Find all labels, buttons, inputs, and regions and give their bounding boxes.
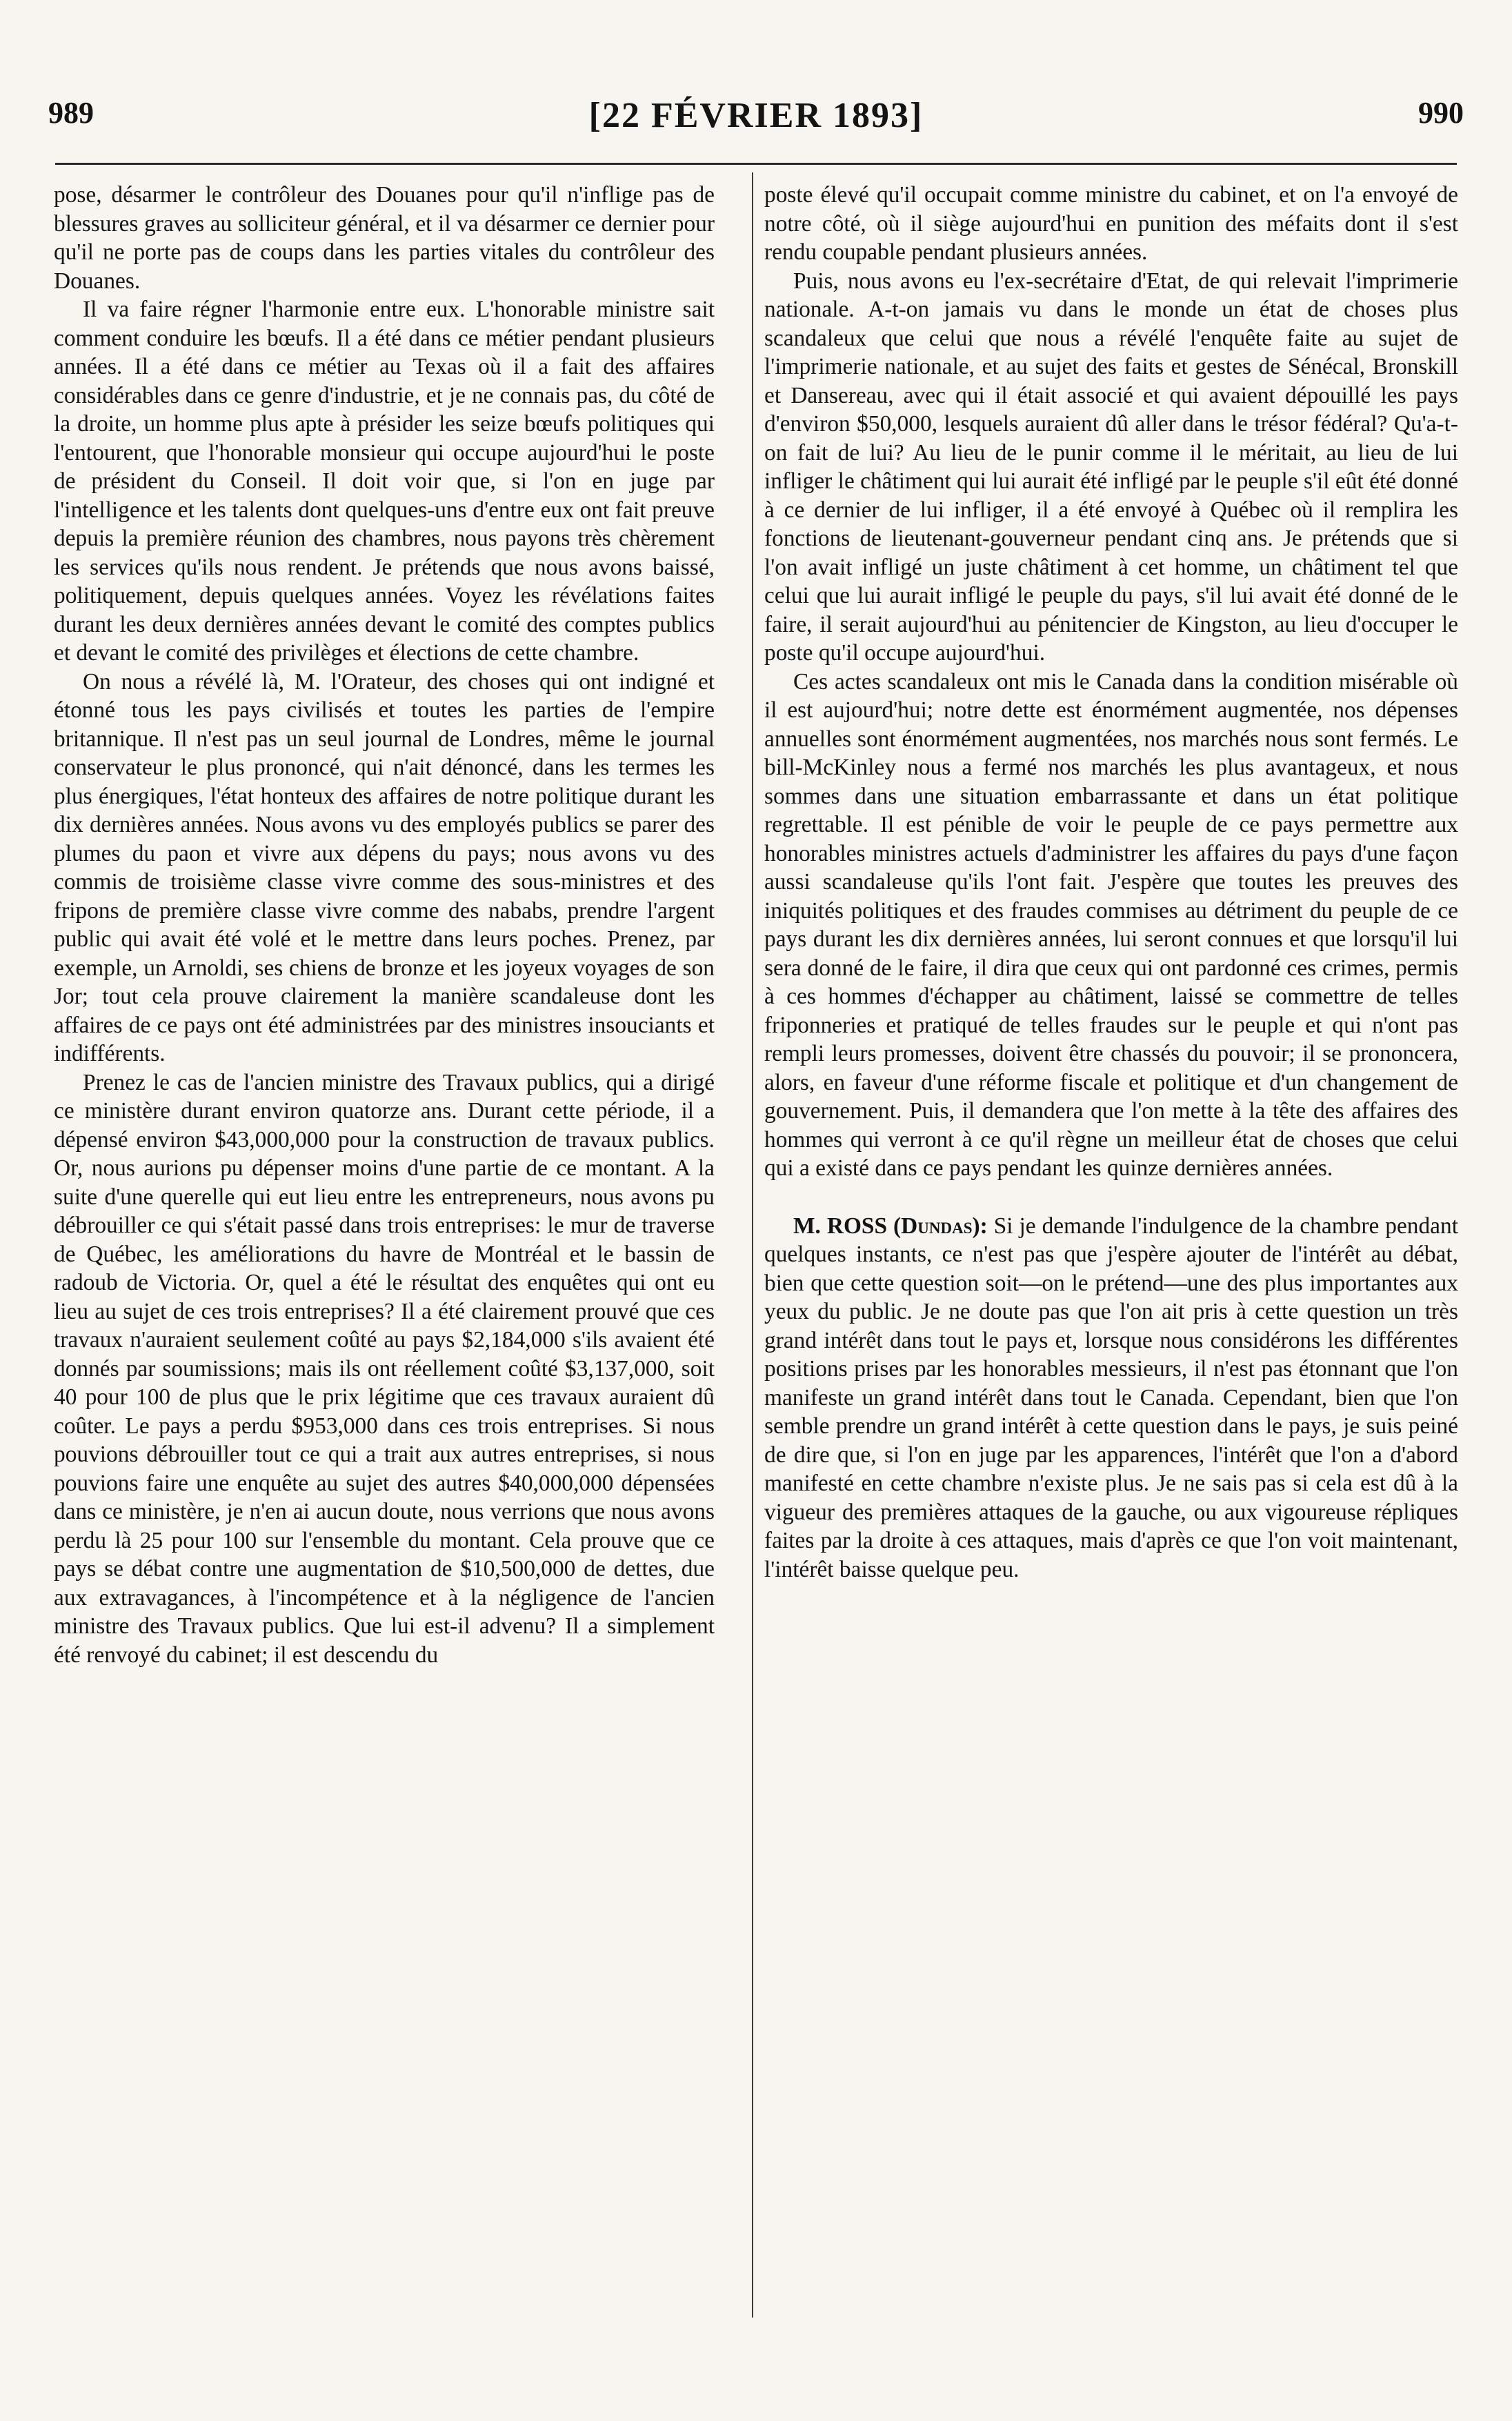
paragraph: Prenez le cas de l'ancien ministre des Travaux publics, qui a dirigé ce ministère durant environ quatorze ans. Durant cette période, il a dépensé environ $43,000,000 pour la construction de travaux publics. Or, nous aurions pu dépenser moins d'une partie de ce montant. A la suite d'une querelle qui eut lieu entre les entrepreneurs, nous avons pu débrouiller ce qui s'était passé dans trois entreprises: le mur de traverse de Québec, les améliorations du havre de Montréal et le bassin de radoub de Victoria. Or, quel a été le résultat des enquêtes qui ont eu lieu au sujet de ces trois entreprises? Il a été clairement prouvé que ces travaux n'auraient seulement coûté au pays $2,184,000 s'ils avaient été donnés par soumissions; mais ils ont réellement coûté $3,137,000, soit 40 pour 100 de plus que le prix légitime que ces travaux auraient dû coûter. Le pays a perdu $953,000 dans ces trois entreprises. Si nous pouvions débrouiller tout ce qui a trait aux autres entreprises, si nous pouvions faire une enquête au sujet des autres $40,000,000 dépensées dans ce ministère, je n'en ai aucun doute, nous verrions que nous avons perdu là 25 pour 100 sur l'ensemble du montant. Cela prouve que ce pays se débat contre une augmentation de $10,500,000 de dettes, due aux extravagances, à l'incompétence et à la négligence de l'ancien ministre des Travaux publics. Que lui est-il advenu? Il a simplement été renvoyé du cabinet; il est descendu du (54, 1069, 715, 1668)
page-number-left: 989 (48, 96, 94, 130)
paragraph: poste élevé qu'il occupait comme ministre du cabinet, et on l'a envoyé de notre côté, où il siège aujourd'hui en punition des méfaits dont il s'est rendu coupable pendant plusieurs années. (764, 182, 1458, 265)
paragraph: pose, désarmer le contrôleur des Douanes pour qu'il n'inflige pas de blessures graves au solliciteur général, et il va désarmer ce dernier pour qu'il ne porte pas de coups dans les parties vitales du contrôleur des Douanes. (54, 182, 715, 294)
paragraph: Il va faire régner l'harmonie entre eux. L'honorable ministre sait comment conduire les bœufs. Il a été dans ce métier pendant plusieurs années. Il a été dans ce métier au Texas où il a fait des affaires considérables dans ce genre d'industrie, et je ne connais pas, du côté de la droite, un homme plus apte à présider les seize bœufs politiques qui l'entourent, que l'honorable monsieur qui occupe aujourd'hui le poste de président du Conseil. Il doit voir que, si l'on en juge par l'intelligence et les talents dont quelques-uns d'entre eux ont fait preuve depuis la première réunion des chambres, nous payons très chèrement les services qu'ils nous rendent. Je prétends que nous avons baissé, politiquement, depuis quelques années. Voyez les révélations faites durant les deux dernières années devant le comité des comptes publics et devant le comité des privilèges et élections de cette chambre. (54, 297, 715, 666)
paragraph: On nous a révélé là, M. l'Orateur, des choses qui ont indigné et étonné tous les pays civilisés et toutes les parties de l'empire britannique. Il n'est pas un seul journal de Londres, même le journal conservateur le plus prononcé, qui n'ait dénoncé, dans les termes les plus énergiques, l'état honteux des affaires de notre politique durant les dix dernières années. Nous avons vu des employés publics se parer des plumes du paon et vivre aux dépens du pays; nous avons vu des commis de troisième classe vivre comme des sous-ministres et des fripons de première classe vivre comme des nababs, prendre l'argent public qui avait été volé et le mettre dans leurs poches. Prenez, par exemple, un Arnoldi, ses chiens de bronze et les joyeux voyages de son Jor; tout cela prouve clairement la manière scandaleuse dont les affaires de ce pays ont été administrées par des ministres insouciants et indifférents. (54, 668, 715, 1066)
speaker-name: M. ROSS (Dundas): (793, 1213, 988, 1239)
right-column (764, 181, 1458, 1584)
page-number-right: 990 (1418, 96, 1464, 130)
page-date: [22 FÉVRIER 1893] (588, 96, 924, 135)
column-divider (752, 172, 753, 2318)
speech-text: Si je demande l'indulgence de la chambre pendant quelques instants, ce n'est pas que j'espère ajouter de l'intérêt au débat, bien que cette question soit—on le prétend—une des plus importantes aux yeux du public. Je ne doute pas que l'on ait pris à cette question un très grand intérêt dans tout le pays et, lorsque nous considérons les différentes positions prises par les honorables messieurs, il n'est pas étonnant que l'on manifeste un grand intérêt dans tout le Canada. Cependant, bien que l'on semble prendre un grand intérêt à cette question dans le pays, je suis peiné de dire que, si l'on en juge par les apparences, l'intérêt que l'on a d'abord manifesté en cette chambre n'existe plus. Je ne sais pas si cela est dû à la vigueur des premières attaques de la gauche, ou aux vigoureuse répliques faites par la droite à ces attaques, mais d'après ce que l'on voit maintenant, l'intérêt baisse quelque peu. (764, 1213, 1458, 1582)
speech-paragraph (764, 1212, 1458, 1584)
left-column (54, 181, 715, 1669)
paragraph: Ces actes scandaleux ont mis le Canada dans la condition misérable où il est aujourd'hui; notre dette est énormément augmentée, nos dépenses annuelles sont énormément augmentées, nos marchés nous sont fermés. Le bill-McKinley nous a fermé nos marchés les plus avantageux, et nous sommes dans une situation embarrassante et dans un état politique regrettable. Il est pénible de voir le peuple de ce pays permettre aux honorables ministres actuels d'administrer les affaires du pays d'une façon aussi scandaleuse qu'ils l'ont fait. J'espère que toutes les preuves des iniquités politiques et des fraudes commises au détriment du peuple de ce pays durant les dix dernières années, lui seront connues et que lorsqu'il lui sera donné de le faire, il dira que ceux qui ont pardonné ces crimes, permis à ces hommes d'échapper au châtiment, laissé se commettre de telles friponneries et pratiqué de telles fraudes sur le peuple et qui n'ont pas rempli leurs promesses, doivent être chassés du pouvoir; il se prononcera, alors, en faveur d'une réforme fiscale et politique et d'un changement de gouvernement. Puis, il demandera que l'on mette à la tête des affaires des hommes qui verront à ce qu'il règne un meilleur état de choses que celui qui a existé dans ce pays pendant les quinze dernières années. (764, 668, 1458, 1181)
paragraph: Puis, nous avons eu l'ex-secrétaire d'Etat, de qui relevait l'imprimerie nationale. A-t-on jamais vu dans le monde un état de choses plus scandaleux que celui que nous a révélé l'enquête faite au sujet de l'imprimerie nationale, et au sujet des faits et gestes de Sénécal, Bronskill et Dansereau, avec qui il était associé et qui avaient dépouillé les pays d'environ $50,000, lesquels auraient dû aller dans le trésor fédéral? Qu'a-t-on fait de lui? Au lieu de le punir comme il le méritait, au lieu de lui infliger le châtiment qui lui aurait été infligé par le peuple s'il eût été donné à ce dernier de lui infliger, il a été envoyé à Québec où il remplira les fonctions de lieutenant-gouverneur pendant cinq ans. Je prétends que si l'on avait infligé un juste châtiment à cet homme, un châtiment tel que celui que lui aurait infligé le peuple du pays, s'il lui avait été donné de le faire, il serait aujourd'hui au pénitencier de Kingston, au lieu d'occuper le poste qu'il occupe aujourd'hui. (764, 268, 1458, 666)
header-rule (55, 163, 1457, 165)
page-header (48, 95, 1464, 139)
